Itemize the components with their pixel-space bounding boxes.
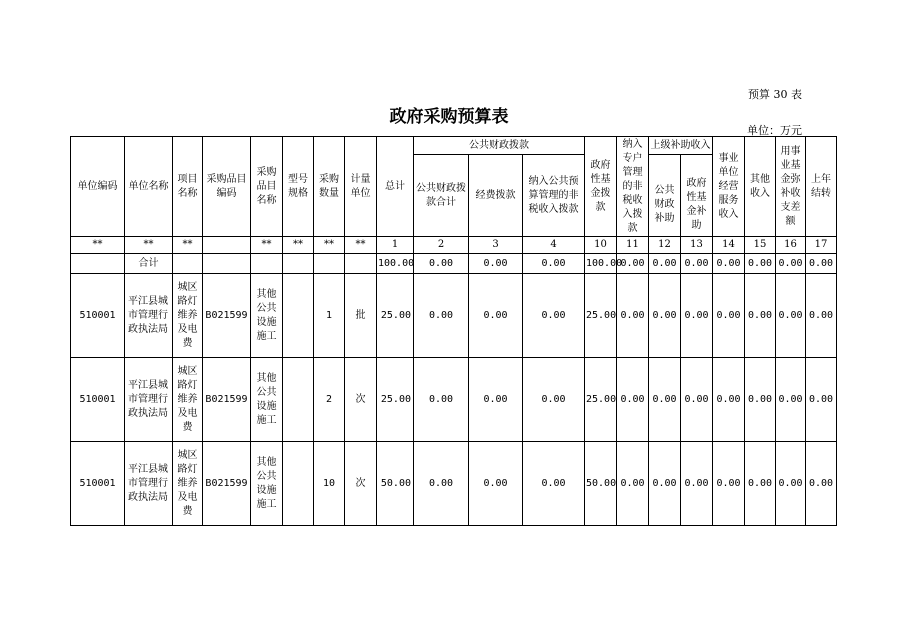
cell-total: 50.00 — [377, 442, 414, 526]
index-cell: ** — [71, 237, 125, 254]
index-cell: ** — [251, 237, 283, 254]
cell-value: 0.00 — [414, 274, 469, 358]
cell-value: 0.00 — [523, 274, 585, 358]
cell-value: 25.00 — [585, 358, 617, 442]
header-pf-expense: 经费拨款 — [469, 155, 523, 237]
header-unit-code: 单位编码 — [71, 137, 125, 237]
cell-value: 0.00 — [414, 442, 469, 526]
header-sup-fund: 政府性基金补助 — [681, 175, 713, 237]
index-cell: 17 — [806, 237, 837, 254]
page-title: 政府采购预算表 — [389, 107, 509, 127]
cell-value: 0.00 — [713, 358, 745, 442]
total-cell: 100.00 — [585, 254, 617, 274]
index-cell: 12 — [649, 237, 681, 254]
cell-value: 0.00 — [523, 358, 585, 442]
header-carry: 上年结转 — [806, 137, 837, 237]
cell-unit-name: 平江县城市管理行政执法局 — [125, 442, 173, 526]
header-special-nontax: 纳入专户管理的非税收入拨款 — [617, 137, 649, 237]
cell-value: 0.00 — [617, 274, 649, 358]
header-model: 型号规格 — [283, 137, 314, 237]
total-cell: 0.00 — [713, 254, 745, 274]
cell-item-code: B021599 — [203, 358, 251, 442]
index-cell: 15 — [745, 237, 776, 254]
cell-item-name: 其他公共设施施工 — [251, 274, 283, 358]
cell-value: 0.00 — [469, 274, 523, 358]
table-row — [71, 358, 837, 442]
cell-qty: 10 — [314, 442, 345, 526]
index-cell: 2 — [414, 237, 469, 254]
index-cell — [203, 237, 251, 254]
total-cell: 0.00 — [414, 254, 469, 274]
cell-value: 0.00 — [806, 358, 837, 442]
cell-total: 25.00 — [377, 358, 414, 442]
cell-value: 50.00 — [585, 442, 617, 526]
cell-model — [283, 442, 314, 526]
cell-value: 0.00 — [745, 442, 776, 526]
cell-value: 0.00 — [681, 358, 713, 442]
cell-value: 0.00 — [681, 442, 713, 526]
total-cell: 0.00 — [649, 254, 681, 274]
table-row — [71, 274, 837, 358]
header-pf-nontax: 纳入公共预算管理的非税收入拨款 — [523, 155, 585, 237]
cell-total: 25.00 — [377, 274, 414, 358]
cell-value: 0.00 — [617, 358, 649, 442]
index-cell: ** — [283, 237, 314, 254]
header-sup-public: 公共财政补助 — [649, 175, 681, 237]
header-project: 项目名称 — [173, 137, 203, 237]
cell-value: 25.00 — [585, 274, 617, 358]
cell-qty: 1 — [314, 274, 345, 358]
cell-value: 0.00 — [806, 274, 837, 358]
cell-value: 0.00 — [523, 442, 585, 526]
cell-measure: 次 — [345, 442, 377, 526]
index-cell: 10 — [585, 237, 617, 254]
header-item-name: 采购品目名称 — [251, 137, 283, 237]
total-row — [71, 254, 837, 274]
cell-value: 0.00 — [414, 358, 469, 442]
index-cell: 11 — [617, 237, 649, 254]
total-cell: 0.00 — [617, 254, 649, 274]
header-other: 其他收入 — [745, 137, 776, 237]
header-total: 总计 — [377, 137, 414, 237]
cell-value: 0.00 — [745, 274, 776, 358]
unit-label: 单位：万元 — [747, 124, 802, 137]
cell-model — [283, 358, 314, 442]
table-row — [71, 442, 837, 526]
cell-value: 0.00 — [469, 358, 523, 442]
cell-unit-code: 510001 — [71, 274, 125, 358]
cell-value: 0.00 — [745, 358, 776, 442]
cell-unit-code: 510001 — [71, 442, 125, 526]
cell-value: 0.00 — [713, 442, 745, 526]
index-cell: ** — [314, 237, 345, 254]
cell-qty: 2 — [314, 358, 345, 442]
total-cell: 0.00 — [469, 254, 523, 274]
procurement-budget-table — [70, 136, 837, 526]
cell-measure: 批 — [345, 274, 377, 358]
total-cell: 100.00 — [377, 254, 414, 274]
cell-model — [283, 274, 314, 358]
index-cell: ** — [173, 237, 203, 254]
cell-item-name: 其他公共设施施工 — [251, 358, 283, 442]
cell-value: 0.00 — [776, 358, 806, 442]
header-item-code: 采购品目编码 — [203, 137, 251, 237]
total-cell: 0.00 — [681, 254, 713, 274]
cell-unit-name: 平江县城市管理行政执法局 — [125, 358, 173, 442]
header-public-finance: 公共财政拨款 — [414, 137, 585, 155]
index-cell: 3 — [469, 237, 523, 254]
total-label: 合计 — [125, 254, 173, 274]
index-cell: 13 — [681, 237, 713, 254]
cell-unit-code: 510001 — [71, 358, 125, 442]
cell-value: 0.00 — [681, 274, 713, 358]
cell-project: 城区路灯维养及电费 — [173, 358, 203, 442]
cell-measure: 次 — [345, 358, 377, 442]
index-cell: 16 — [776, 237, 806, 254]
cell-value: 0.00 — [806, 442, 837, 526]
header-business: 事业单位经营服务收入 — [713, 137, 745, 237]
cell-item-code: B021599 — [203, 274, 251, 358]
cell-value: 0.00 — [776, 274, 806, 358]
total-cell: 0.00 — [776, 254, 806, 274]
cell-value: 0.00 — [469, 442, 523, 526]
total-cell: 0.00 — [523, 254, 585, 274]
index-cell: 4 — [523, 237, 585, 254]
cell-value: 0.00 — [617, 442, 649, 526]
total-cell: 0.00 — [806, 254, 837, 274]
header-gov-fund: 政府性基金拨款 — [585, 137, 617, 237]
header-measure: 计量单位 — [345, 137, 377, 237]
index-cell: 1 — [377, 237, 414, 254]
header-make-up: 用事业基金弥补收支差额 — [776, 137, 806, 237]
index-cell: ** — [345, 237, 377, 254]
total-cell: 0.00 — [745, 254, 776, 274]
cell-value: 0.00 — [649, 274, 681, 358]
index-cell: 14 — [713, 237, 745, 254]
cell-value: 0.00 — [649, 358, 681, 442]
cell-unit-name: 平江县城市管理行政执法局 — [125, 274, 173, 358]
cell-project: 城区路灯维养及电费 — [173, 274, 203, 358]
index-cell: ** — [125, 237, 173, 254]
cell-project: 城区路灯维养及电费 — [173, 442, 203, 526]
header-unit-name: 单位名称 — [125, 137, 173, 237]
index-row — [71, 237, 837, 254]
header-qty: 采购数量 — [314, 137, 345, 237]
cell-value: 0.00 — [776, 442, 806, 526]
header-superior: 上级补助收入 — [649, 137, 713, 155]
cell-value: 0.00 — [713, 274, 745, 358]
header-pf-total: 公共财政拨款合计 — [414, 155, 469, 237]
cell-item-name: 其他公共设施施工 — [251, 442, 283, 526]
form-number: 预算 30 表 — [748, 88, 802, 101]
cell-value: 0.00 — [649, 442, 681, 526]
cell-item-code: B021599 — [203, 442, 251, 526]
